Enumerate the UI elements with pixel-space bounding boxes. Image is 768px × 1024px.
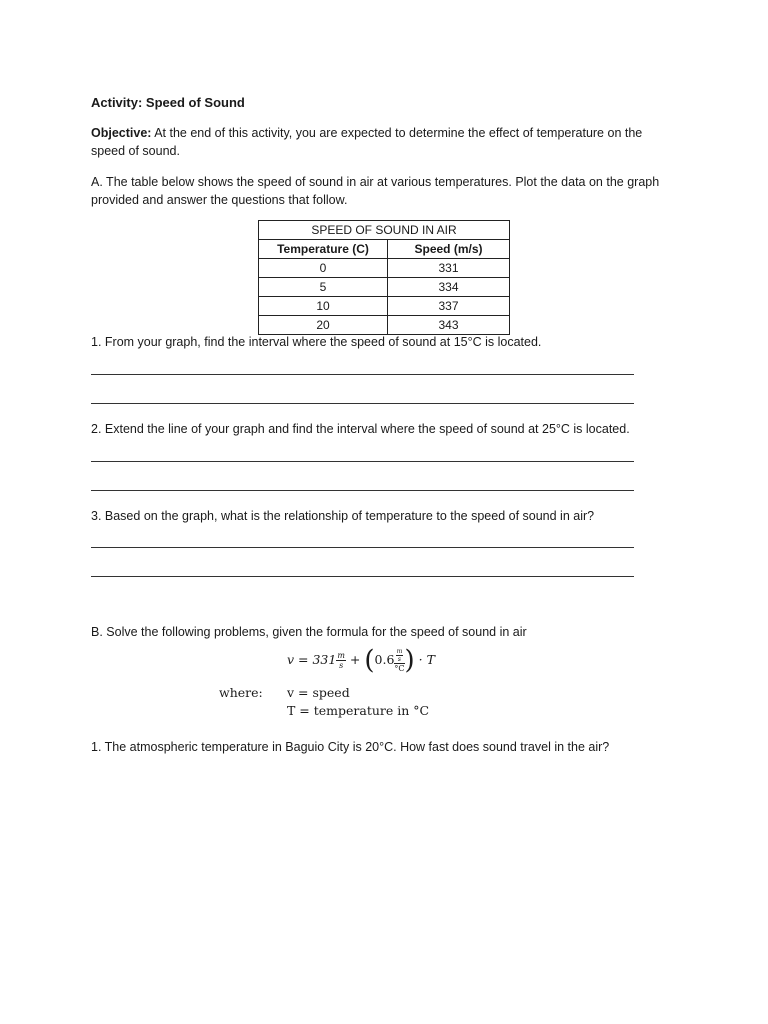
table-cell-speed: 343 [388,316,510,335]
coef-denominator: °C [394,664,405,673]
question-a3: 3. Based on the graph, what is the relationship of temperature to the speed of sound in air? [91,509,595,523]
coef-numerator [394,648,404,664]
table-caption: SPEED OF SOUND IN AIR [259,221,510,240]
table-cell-temperature: 5 [259,278,388,297]
table-cell-temperature: 20 [259,316,388,335]
unit-denominator: s [339,661,344,670]
table-cell-temperature: 10 [259,297,388,316]
part-b-intro: B. Solve the following problems, given the formula for the speed of sound in air [91,625,527,639]
objective-text: At the end of this activity, you are expected to determine the effect of temperature on the speed of sound. [91,126,643,158]
coef-inner-fraction [396,648,404,663]
table-row [259,259,510,278]
table-header-speed: Speed (m/s) [388,240,510,259]
table-cell-temperature: 0 [259,259,388,278]
table-row [259,278,510,297]
table-row [259,297,510,316]
table-header-temperature: Temperature (C) [259,240,388,259]
question-a2: 2. Extend the line of your graph and find the interval where the speed of sound at 25°C is located. [91,422,630,436]
formula-coef: 0.6 [374,652,395,667]
where-item-temperature: T = temperature in °C [287,703,430,718]
answer-line[interactable] [91,576,634,577]
right-paren: ) [404,645,415,676]
table-row [259,316,510,335]
table-cell-speed: 334 [388,278,510,297]
formula-times-t: · T [414,652,435,667]
objective-label: Objective: [91,126,152,140]
table-cell-speed: 331 [388,259,510,278]
coef-inner-numerator: m [396,648,403,655]
formula-unit-fraction [336,651,346,670]
unit-numerator: m [337,651,345,660]
formula-plus: + [345,652,365,667]
formula-lhs: v = 331 [287,652,337,667]
formula-coef-fraction [394,648,404,673]
where-label: where: [219,685,263,700]
activity-title: Activity: Speed of Sound [91,95,245,110]
question-a1: 1. From your graph, find the interval where the speed of sound at 15°C is located. [91,335,542,349]
formula-equation [287,645,435,676]
objective-paragraph [91,124,671,160]
part-a-intro: A. The table below shows the speed of sound in air at various temperatures. Plot the data on the graph provided and answer the questions that follow. [91,175,660,207]
answer-line[interactable] [91,547,634,548]
answer-line[interactable] [91,374,634,375]
speed-of-sound-table [258,220,510,335]
answer-line[interactable] [91,490,634,491]
answer-line[interactable] [91,461,634,462]
where-item-speed: v = speed [287,685,350,700]
left-paren: ( [364,645,375,676]
question-b1: 1. The atmospheric temperature in Baguio City is 20°C. How fast does sound travel in the air? [91,740,610,754]
table-cell-speed: 337 [388,297,510,316]
coef-inner-denominator: s [397,656,401,663]
answer-line[interactable] [91,403,634,404]
